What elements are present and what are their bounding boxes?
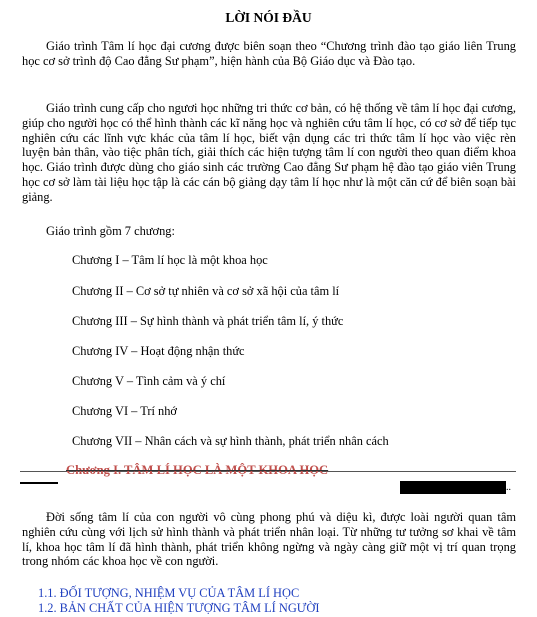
redaction-block	[400, 481, 506, 494]
chapter-list-item: Chương I – Tâm lí học là một khoa học	[72, 253, 268, 267]
chapter-list-item: Chương VII – Nhân cách và sự hình thành, phát triển nhân cách	[72, 434, 389, 448]
chapter-paragraph: Đời sống tâm lí của con người vô cùng phong phú và diệu kì, được loài người quan tâm nghiên cứu cùng với lịch sử hình thành và phát triển nhân loại. Từ những tư tưởng sơ khai về tâm lí, khoa học tâm lí đã hình thành, phát triển không ngừng và ngày càng giữ một vị trí quan trọng trong nhóm các khoa học về con người.	[22, 510, 516, 569]
section-link-1-2[interactable]: 1.2. BẢN CHẤT CỦA HIỆN TƯỢNG TÂM LÍ NGƯỜI	[38, 601, 320, 615]
chapter-list-item: Chương VI – Trí nhớ	[72, 404, 177, 418]
section-link-1-1[interactable]: 1.1. ĐỐI TƯỢNG, NHIỆM VỤ CỦA TÂM LÍ HỌC	[38, 586, 300, 600]
page-break-marker	[20, 482, 58, 484]
chapters-intro: Giáo trình gồm 7 chương:	[46, 224, 175, 238]
chapter-list-item: Chương III – Sự hình thành và phát triển tâm lí, ý thức	[72, 314, 344, 328]
trailing-dots: ..	[506, 482, 511, 493]
intro-paragraph-2: Giáo trình cung cấp cho ngươi học những tri thức cơ bản, có hệ thống về tâm lí học đại cương, giúp cho người học có thể hình thành các kĩ năng học và nghiên cứu tâm lí học, có cơ sở để tiếp tục nghiên cứu các lĩnh vực khác của tâm lí học, biết vận dụng các tri thức tâm lí học vào việc rèn luyện bản thân, vào tiệc phân tích, giải thích các hiện tượng tâm lí con người theo quan điểm khoa học. Giáo trình được dùng cho giáo sinh các trường Cao đẳng Sư phạm hệ đào tạo giáo viên Trung học cơ sở làm tài liệu học tập là các cán bộ giảng dạy tâm lí học như là một căn cứ để biên soạn bài giảng.	[22, 101, 516, 204]
chapter-heading: Chương I. TÂM LÍ HỌC LÀ MỘT KHOA HỌC	[66, 463, 329, 477]
chapter-list-item: Chương IV – Hoạt động nhận thức	[72, 344, 245, 358]
intro-paragraph-1: Giáo trình Tâm lí học đại cương được biên soạn theo “Chương trình đào tạo giáo liên Trung học cơ sở trình độ Cao đẳng Sư phạm”, hiện hành của Bộ Giáo dục và Đào tạo.	[22, 39, 516, 68]
chapter-list-item: Chương II – Cơ sở tự nhiên và cơ sở xã hội của tâm lí	[72, 284, 340, 298]
chapter-list-item: Chương V – Tình cảm và ý chí	[72, 374, 226, 388]
page-title: LỜI NÓI ĐẦU	[225, 10, 312, 25]
